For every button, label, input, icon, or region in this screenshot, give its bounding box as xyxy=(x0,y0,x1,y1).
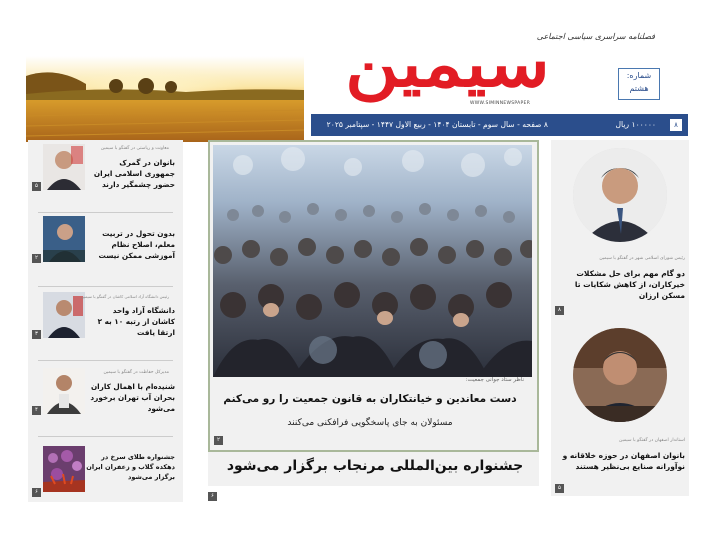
newspaper-subtitle: فصلنامه سراسری سیاسی اجتماعی xyxy=(536,32,655,41)
newspaper-logo: سیمین xyxy=(345,27,550,102)
crowd-photo[interactable] xyxy=(213,145,532,377)
left-story-1[interactable] xyxy=(28,142,183,212)
issue-value: هشتم xyxy=(629,84,649,93)
story-kicker: مدیرکل حفاظت در گفتگو با سیمین xyxy=(103,370,169,375)
divider xyxy=(38,360,173,361)
issue-info: ۸ صفحه - سال سوم - تابستان ۱۴۰۴ - ربیع الاول ۱۴۴۷ - سپتامبر ۲۰۲۵ xyxy=(326,120,548,129)
story-headline: دانشگاه آزاد واحد کاشان از رتبه ۱۰ به ۲ ارتقا یافت xyxy=(97,306,175,337)
page-badge: ۵ xyxy=(555,484,564,493)
bar-number: ۸ xyxy=(670,119,682,131)
page-badge: ۸ xyxy=(555,306,564,315)
story-kicker: معاونت و ریاستی در گفتگو با سیمین xyxy=(100,146,169,151)
lead-headline[interactable]: دست معاندین و خیانتکاران به قانون جمعیت را رو می‌کنم xyxy=(223,393,517,405)
story-photo xyxy=(43,292,85,338)
story-kicker: رئیس دانشگاه آزاد اسلامی کاشان در گفتگو با سیمین xyxy=(80,294,169,299)
lead-subheadline: مسئولان به جای پاسخگویی فرافکنی می‌کنند xyxy=(287,418,453,428)
page-badge: ۴ xyxy=(32,406,41,415)
right-column xyxy=(551,140,689,496)
story-photo xyxy=(43,216,85,262)
story-kicker: استاندار اصفهان در گفتگو با سیمین xyxy=(619,438,685,443)
price: ۱۰۰۰۰۰ ریال xyxy=(615,120,656,129)
story-headline: شنیده‌ام با اهمال کاران بحران آب تهران برخورد می‌شود xyxy=(90,382,175,413)
story-photo xyxy=(43,368,85,414)
issue-label: شماره: xyxy=(626,71,652,80)
story-photo xyxy=(43,446,85,492)
page-badge: ۶ xyxy=(32,488,41,497)
page-badge: ۶ xyxy=(208,492,217,501)
story-kicker: رئیس شورای اسلامی شهر در گفتگو با سیمین xyxy=(599,256,685,261)
story-headline: بانوان در گمرک جمهوری اسلامی ایران حضور چشمگیر دارند xyxy=(93,158,175,189)
story-photo xyxy=(43,144,85,190)
left-story-3[interactable] xyxy=(28,290,183,360)
official-portrait-2[interactable] xyxy=(573,328,667,422)
left-story-5[interactable] xyxy=(28,440,183,510)
story-headline[interactable]: دو گام مهم برای حل مشکلات خیرکاران، از کاهش شکایات تا مسکن ارزان xyxy=(574,269,685,300)
story-headline: جشنواره طلای سرخ در دهکده گلاب و زعفران ایران برگزار می‌شود xyxy=(86,453,175,481)
page-badge: ۵ xyxy=(32,182,41,191)
left-column xyxy=(28,140,183,502)
divider xyxy=(38,436,173,437)
divider xyxy=(38,286,173,287)
website-url[interactable]: WWW.SIMINNEWSPAPER xyxy=(470,101,531,106)
bottom-headline[interactable]: جشنواره بین‌المللی مرنجاب برگزار می‌شود xyxy=(226,458,524,474)
divider xyxy=(38,212,173,213)
landscape-image xyxy=(26,56,304,142)
info-bar xyxy=(311,114,688,136)
official-portrait-1[interactable] xyxy=(573,148,667,242)
page-badge: ۲ xyxy=(32,254,41,263)
story-headline: بدون تحول در تربیت معلم، اصلاح نظام آموزشی ممکن نیست xyxy=(98,229,175,260)
left-story-2[interactable] xyxy=(28,216,183,286)
page-badge: ۳ xyxy=(32,330,41,339)
left-story-4[interactable] xyxy=(28,364,183,434)
story-headline[interactable]: بانوان اصفهان در حوزه خلاقانه و نوآورانه صنایع بی‌نظیر هستند xyxy=(562,451,685,471)
issue-box xyxy=(618,68,660,100)
lead-kicker: ناظر ستاد جوانی جمعیت: xyxy=(465,377,524,383)
page-badge: ۲ xyxy=(214,436,223,445)
